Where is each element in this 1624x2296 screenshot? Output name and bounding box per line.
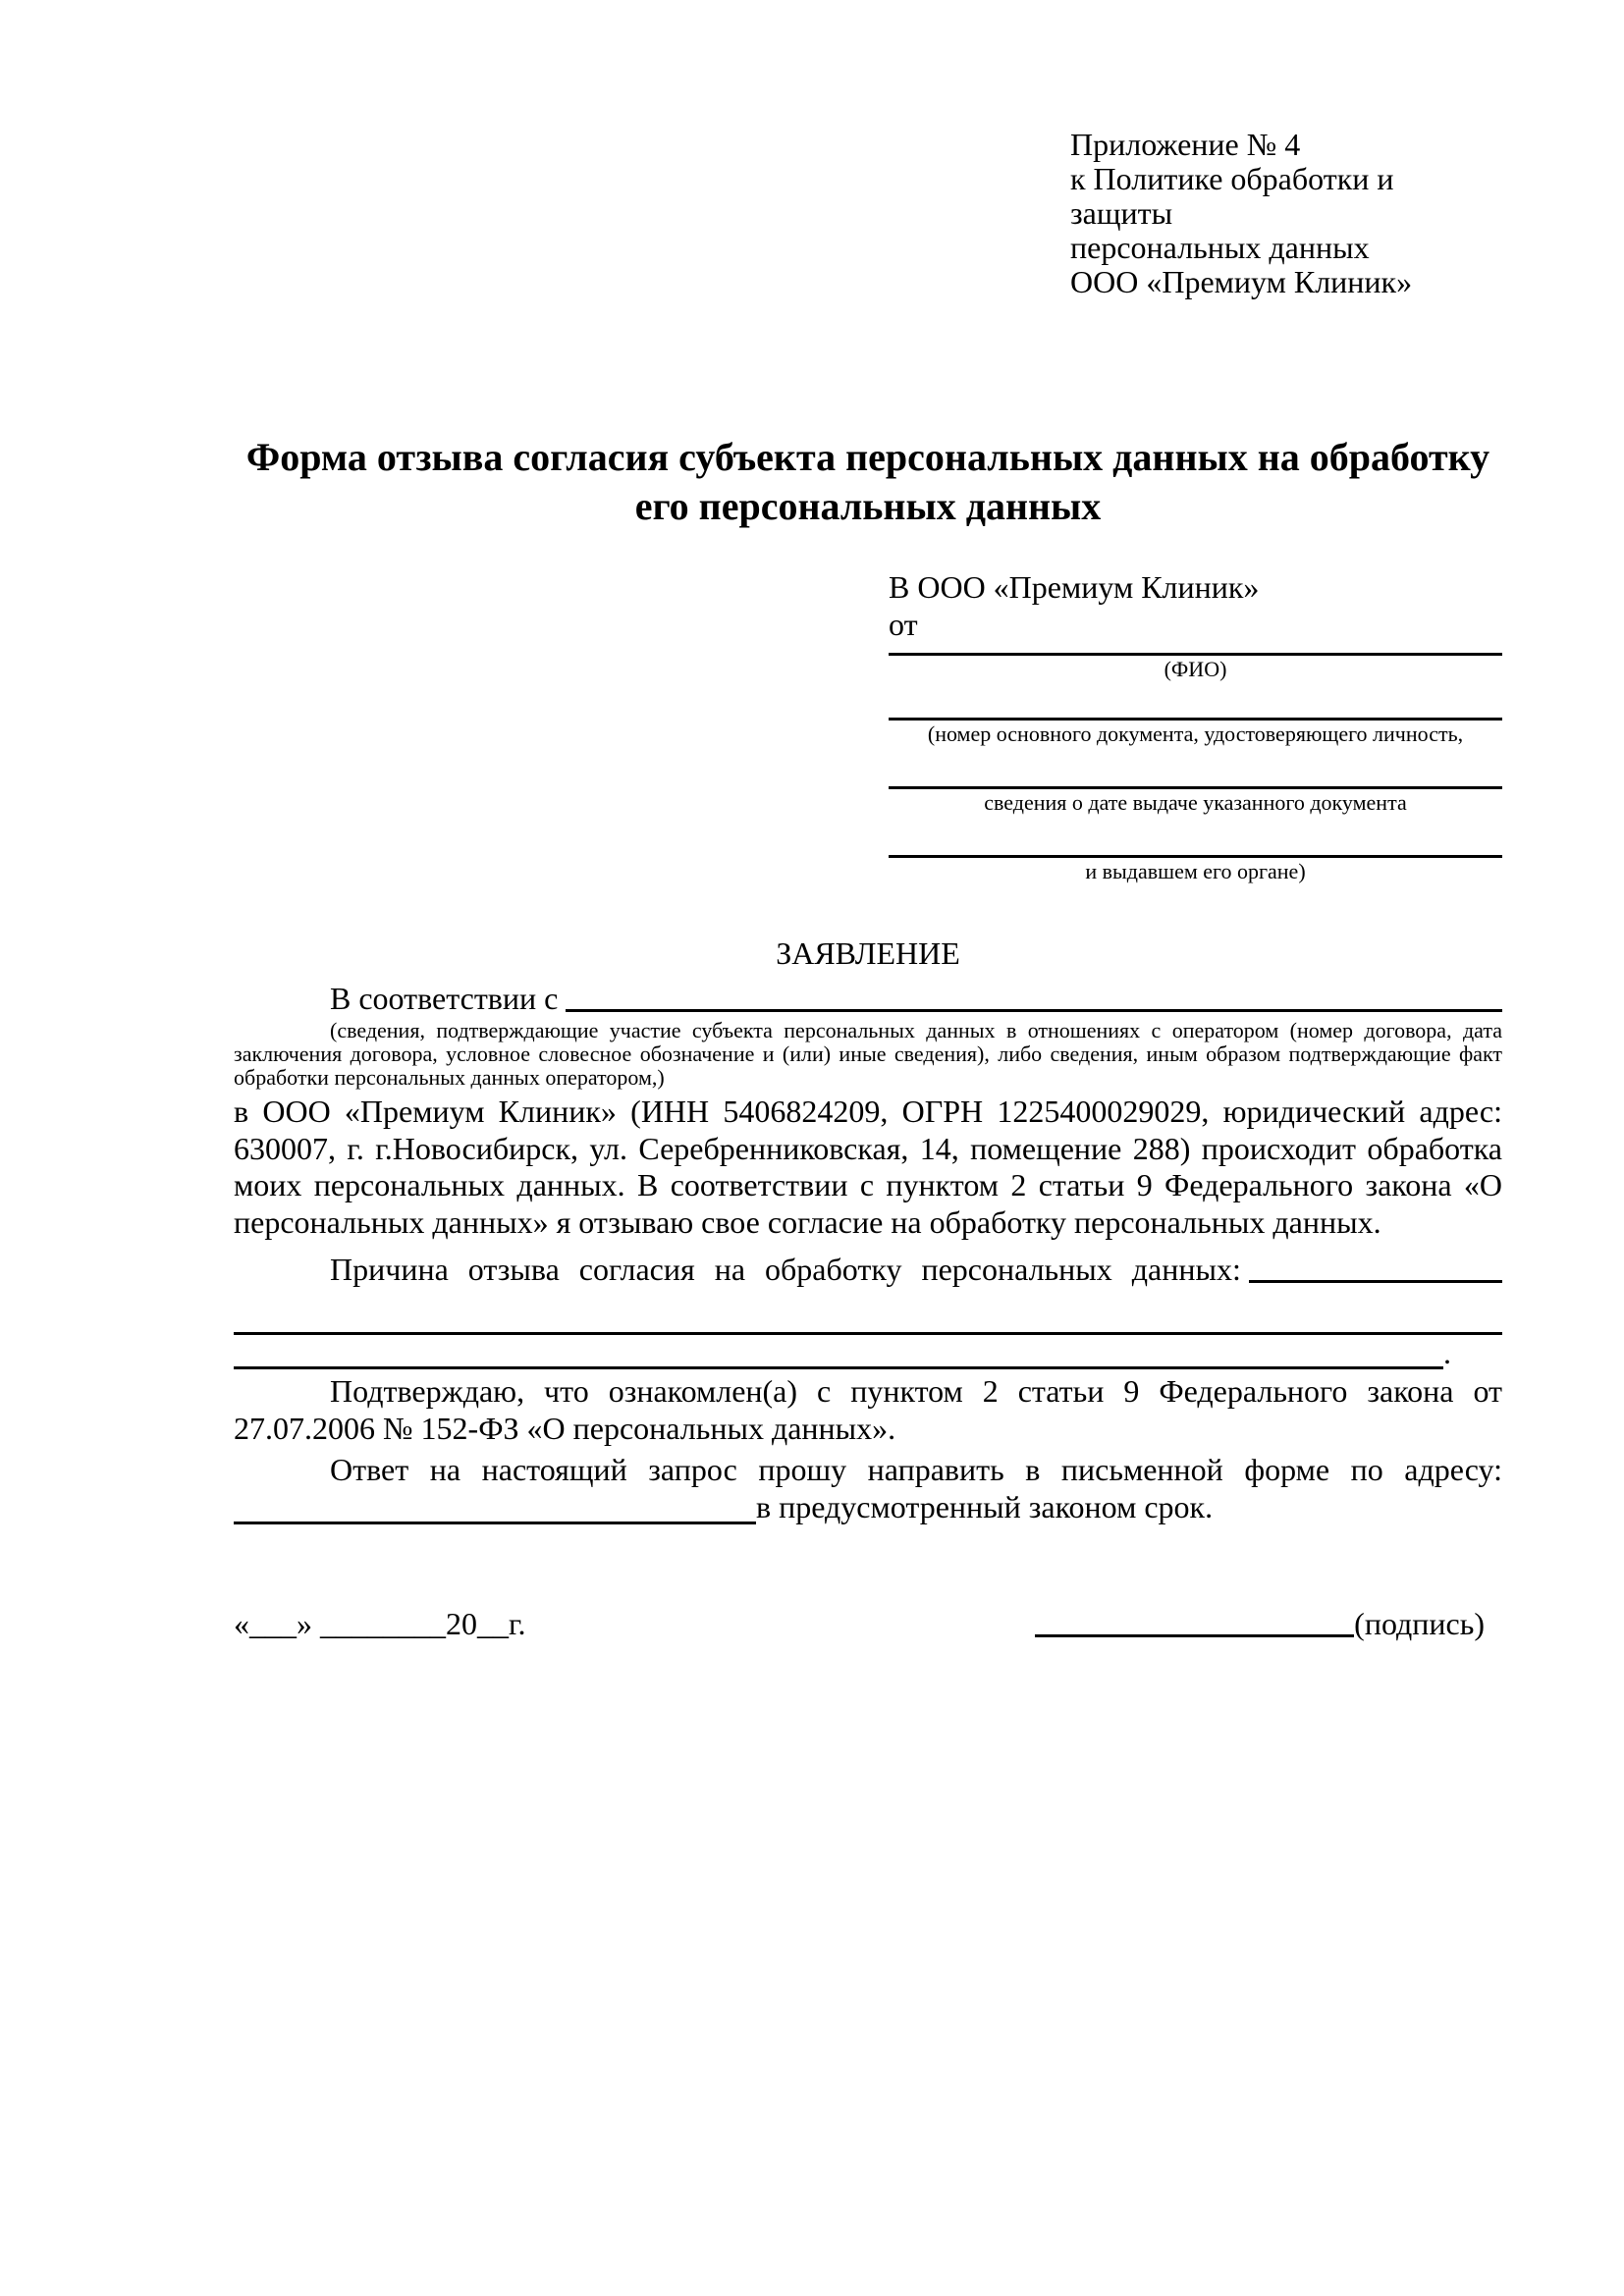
document-title-line-2: его персональных данных: [634, 484, 1102, 528]
reason-blank-line-1: [1249, 1280, 1502, 1283]
document-title: [234, 433, 1502, 531]
date-signature-row: [234, 1605, 1502, 1642]
reason-blank-line-2: [234, 1288, 1502, 1335]
reason-label: Причина отзыва согласия на обработку персональных данных:: [330, 1252, 1241, 1287]
fio-caption: (ФИО): [1164, 657, 1227, 681]
appendix-line-4: ООО «Премиум Клиник»: [1070, 264, 1413, 299]
addressee-block: [889, 568, 1502, 885]
appendix-line-1: Приложение № 4: [1070, 127, 1301, 162]
appendix-line-3: персональных данных: [1070, 230, 1370, 265]
basis-label: В соответствии с: [330, 981, 559, 1016]
statement-heading: ЗАЯВЛЕНИЕ: [776, 935, 960, 971]
document-number-caption: (номер основного документа, удостоверяющего личность,: [927, 721, 1464, 746]
document-title-line-1: Форма отзыва согласия субъекта персональных данных на обработку: [245, 435, 1490, 479]
issuing-authority-caption: и выдавшем его органе): [1085, 859, 1306, 883]
reason-line: [234, 1251, 1502, 1288]
response-address-line: [234, 1488, 1502, 1524]
basis-footnote: (сведения, подтверждающие участие субъекта персональных данных в отношениях с оператором (номер договора, дата заключения договора, условное словесное обозначение и (или) иные сведения), либо сведения, иным образом подтверждающие факт обработки персональных данных оператором,): [234, 1018, 1502, 1090]
appendix-block: [1070, 128, 1502, 299]
reason-period: .: [1443, 1335, 1451, 1370]
reason-blank-row: [234, 1335, 1502, 1369]
basis-blank-line: [566, 1009, 1502, 1012]
response-label: Ответ на настоящий запрос прошу направить в письменной форме по адресу:: [330, 1452, 1502, 1487]
response-tail: в предусмотренный законом срок.: [756, 1489, 1214, 1524]
signature-caption: (подпись): [1354, 1606, 1485, 1641]
body-paragraph: в ООО «Премиум Клиник» (ИНН 5406824209, ОГРН 1225400029029, юридический адрес: 630007, г. г.Новосибирск, ул. Серебренниковская, 14, помещение 288) происходит обработка моих персональных данных. В соответствии с пунктом 2 статьи 9 Федерального закона «О персональных данных» я отзываю свое согласие на обработку персональных данных.: [234, 1094, 1502, 1240]
addressee-to: В ООО «Премиум Клиник»: [889, 569, 1260, 605]
address-blank-line: [234, 1489, 756, 1524]
issue-date-blank-line: [889, 748, 1502, 789]
basis-line: [234, 980, 1502, 1017]
addressee-from: от: [889, 607, 918, 642]
date-line: «___» ________20__г.: [234, 1606, 526, 1641]
document-number-blank-line: [889, 683, 1502, 721]
issue-date-caption: сведения о дате выдаче указанного документа: [984, 790, 1407, 815]
confirmation-paragraph: Подтверждаю, что ознакомлен(а) с пунктом 2 статьи 9 Федерального закона от 27.07.2006 № 152-ФЗ «О персональных данных».: [234, 1373, 1502, 1446]
signature-group: [1035, 1605, 1485, 1642]
appendix-line-2: к Политике обработки и защиты: [1070, 161, 1394, 231]
fio-blank-line: [889, 643, 1502, 656]
signature-blank-line: [1035, 1634, 1354, 1637]
reason-blank-line-3: [234, 1336, 1443, 1369]
issuing-authority-blank-line: [889, 817, 1502, 858]
